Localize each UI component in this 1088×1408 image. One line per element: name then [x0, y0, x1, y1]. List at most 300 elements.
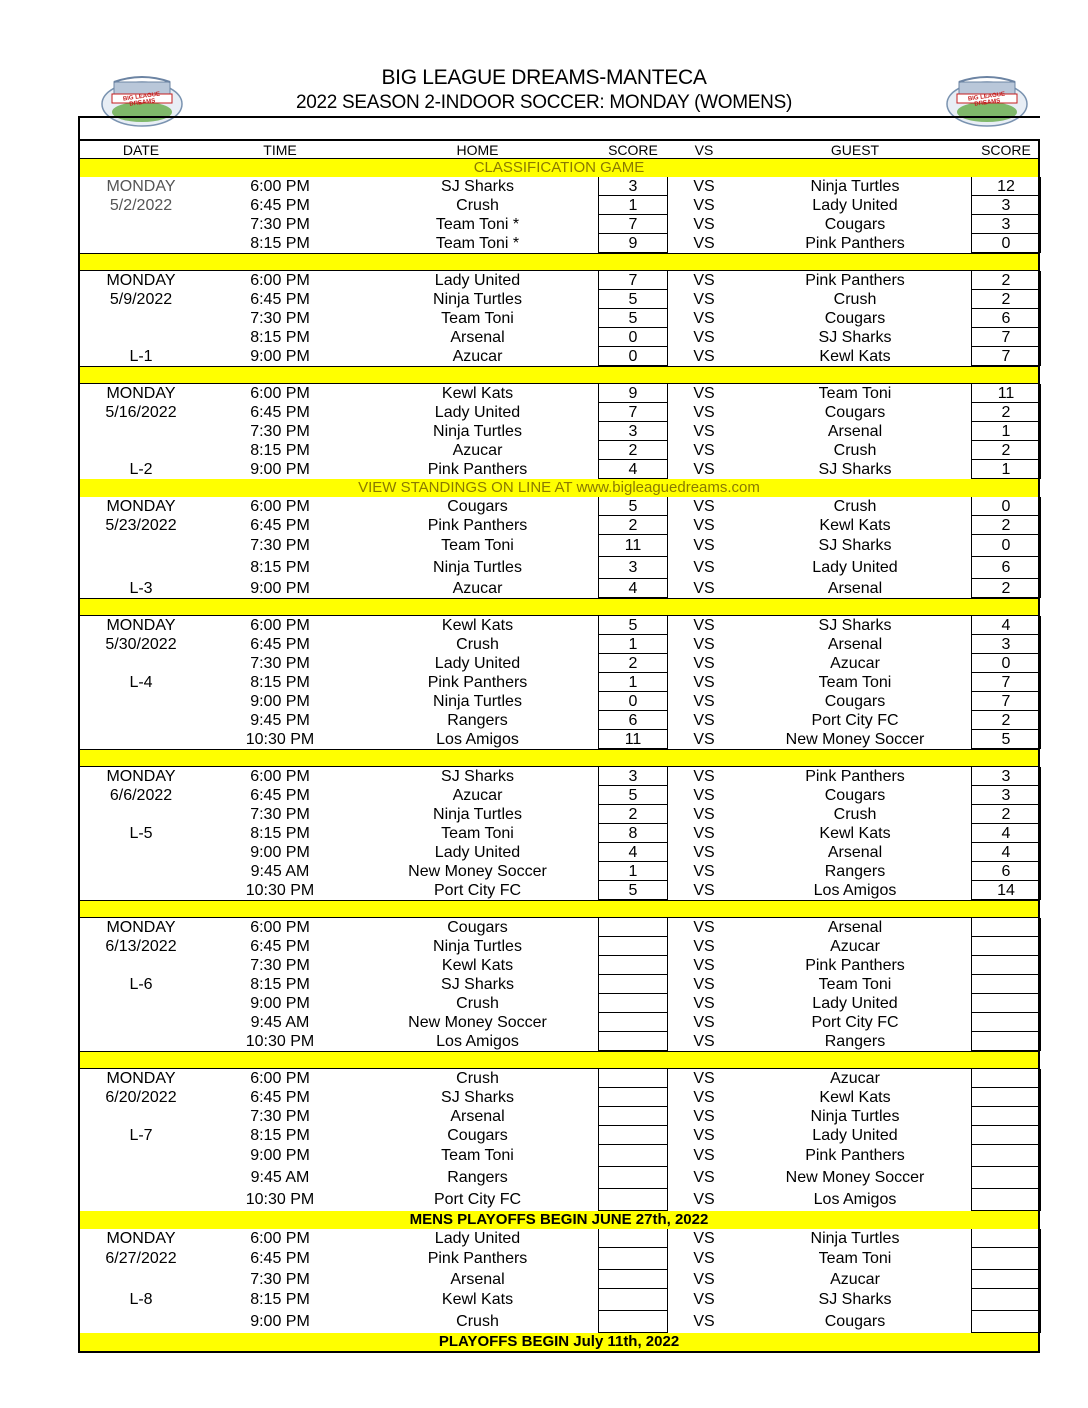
vs-cell: VS	[693, 617, 715, 634]
vs-cell: VS	[693, 806, 715, 823]
home-score-cell: 5	[598, 309, 668, 328]
guest-team-cell: Cougars	[824, 1313, 886, 1330]
time-cell: 8:15 PM	[250, 1291, 310, 1308]
home-score-cell: 0	[598, 692, 668, 711]
vs-cell: VS	[693, 995, 715, 1012]
time-cell: 7:30 PM	[250, 1271, 310, 1288]
guest-team-cell: Team Toni	[818, 1250, 892, 1267]
time-cell: 9:00 PM	[250, 461, 310, 478]
vs-cell: VS	[693, 517, 715, 534]
time-cell: 8:15 PM	[250, 1127, 310, 1144]
guest-team-cell: Azucar	[830, 938, 880, 955]
guest-score-cell: 1	[971, 460, 1041, 479]
home-team-cell: Ninja Turtles	[433, 423, 522, 440]
vs-cell: VS	[693, 938, 715, 955]
vs-cell: VS	[693, 461, 715, 478]
home-team-cell: Ninja Turtles	[433, 806, 522, 823]
home-score-cell: 5	[598, 616, 668, 635]
vs-cell: VS	[693, 1271, 715, 1288]
table-row	[80, 535, 1038, 557]
vs-cell: VS	[693, 537, 715, 554]
time-cell: 9:00 PM	[250, 580, 310, 597]
divider	[78, 116, 1040, 118]
separator-band	[80, 598, 1038, 616]
vs-cell: VS	[693, 272, 715, 289]
guest-score-cell: 2	[971, 516, 1041, 535]
time-cell: 9:00 PM	[250, 348, 310, 365]
guest-score-cell: 0	[971, 654, 1041, 673]
table-row	[80, 403, 1038, 422]
guest-score-cell	[971, 1013, 1041, 1032]
vs-cell: VS	[693, 348, 715, 365]
guest-score-cell: 2	[971, 271, 1041, 290]
vs-cell: VS	[693, 178, 715, 195]
home-team-cell: Crush	[456, 1313, 499, 1330]
time-cell: 6:45 PM	[250, 404, 310, 421]
home-team-cell: Ninja Turtles	[433, 559, 522, 576]
table-row	[80, 767, 1038, 786]
time-cell: 8:15 PM	[250, 559, 310, 576]
guest-team-cell: Port City FC	[811, 712, 899, 729]
home-team-cell: Lady United	[434, 272, 521, 289]
guest-team-cell: SJ Sharks	[818, 537, 892, 554]
guest-team-cell: Azucar	[830, 655, 880, 672]
home-score-cell: 5	[598, 497, 668, 516]
time-cell: 6:45 PM	[250, 938, 310, 955]
home-team-cell: Pink Panthers	[427, 461, 528, 478]
guest-team-cell: Cougars	[824, 787, 886, 804]
home-score-cell: 9	[598, 234, 668, 253]
home-score-cell: 3	[598, 422, 668, 441]
home-score-cell: 7	[598, 403, 668, 422]
date-cell: L-3	[129, 580, 153, 597]
time-cell: 9:45 AM	[250, 1014, 310, 1031]
guest-score-cell: 2	[971, 290, 1041, 309]
col-guest-score: SCORE	[981, 142, 1031, 158]
guest-team-cell: Kewl Kats	[819, 1089, 891, 1106]
home-team-cell: New Money Soccer	[408, 1014, 547, 1031]
vs-cell: VS	[693, 863, 715, 880]
table-row	[80, 328, 1038, 347]
vs-cell: VS	[693, 1291, 715, 1308]
table-row	[80, 441, 1038, 460]
table-row	[80, 881, 1038, 900]
guest-team-cell: Crush	[833, 442, 877, 459]
vs-cell: VS	[693, 787, 715, 804]
vs-cell: VS	[693, 674, 715, 691]
guest-score-cell: 0	[971, 497, 1041, 516]
guest-score-cell: 0	[971, 535, 1041, 557]
time-cell: 9:45 AM	[250, 863, 310, 880]
home-score-cell	[598, 1069, 668, 1088]
guest-team-cell: Kewl Kats	[819, 825, 891, 842]
home-team-cell: Azucar	[452, 787, 503, 804]
schedule-table	[78, 139, 1040, 1353]
time-cell: 9:00 PM	[250, 1147, 310, 1164]
guest-score-cell	[971, 1032, 1041, 1051]
home-team-cell: Team Toni *	[435, 216, 520, 233]
vs-cell: VS	[693, 1191, 715, 1208]
vs-cell: VS	[693, 1313, 715, 1330]
table-row	[80, 956, 1038, 975]
guest-score-cell	[971, 1189, 1041, 1211]
guest-team-cell: Lady United	[812, 197, 898, 214]
guest-team-cell: Lady United	[812, 559, 898, 576]
guest-score-cell: 2	[971, 441, 1041, 460]
time-cell: 10:30 PM	[245, 1033, 315, 1050]
guest-team-cell: Ninja Turtles	[810, 1230, 900, 1247]
table-row	[80, 843, 1038, 862]
home-score-cell: 3	[598, 767, 668, 786]
guest-team-cell: Pink Panthers	[805, 768, 905, 785]
guest-team-cell: Crush	[833, 806, 877, 823]
time-cell: 6:00 PM	[250, 919, 310, 936]
date-cell: L-5	[129, 825, 153, 842]
home-score-cell: 3	[598, 177, 668, 196]
table-row	[80, 616, 1038, 635]
table-row	[80, 1229, 1038, 1248]
guest-score-cell: 6	[971, 309, 1041, 328]
home-team-cell: Los Amigos	[436, 731, 519, 748]
home-score-cell: 1	[598, 635, 668, 654]
home-team-cell: SJ Sharks	[441, 1089, 514, 1106]
vs-cell: VS	[693, 882, 715, 899]
table-row	[80, 918, 1038, 937]
table-row	[80, 557, 1038, 579]
date-cell: 5/23/2022	[105, 517, 177, 534]
vs-cell: VS	[693, 1169, 715, 1186]
guest-score-cell	[971, 1248, 1041, 1270]
date-cell: MONDAY	[106, 272, 176, 289]
col-vs: VS	[694, 142, 714, 158]
guest-team-cell: New Money Soccer	[785, 731, 925, 748]
guest-score-cell	[971, 1107, 1041, 1126]
guest-score-cell	[971, 1289, 1041, 1311]
guest-team-cell: Pink Panthers	[805, 1147, 905, 1164]
table-row	[80, 1013, 1038, 1032]
table-row	[80, 975, 1038, 994]
guest-score-cell	[971, 956, 1041, 975]
guest-team-cell: SJ Sharks	[818, 1291, 892, 1308]
guest-team-cell: Cougars	[824, 310, 886, 327]
guest-score-cell: 11	[971, 384, 1041, 403]
home-team-cell: Lady United	[434, 844, 521, 861]
home-score-cell	[598, 1167, 668, 1189]
home-score-cell	[598, 1248, 668, 1270]
logo-text: BIG LEAGUE DREAMS	[122, 91, 161, 108]
date-cell: L-1	[129, 348, 153, 365]
table-row	[80, 994, 1038, 1013]
vs-cell: VS	[693, 1250, 715, 1267]
guest-team-cell: Arsenal	[827, 919, 883, 936]
vs-cell: VS	[693, 919, 715, 936]
date-cell: L-2	[129, 461, 153, 478]
col-guest: GUEST	[830, 142, 880, 158]
home-team-cell: Team Toni	[441, 1147, 514, 1164]
time-cell: 6:45 PM	[250, 291, 310, 308]
table-row	[80, 1107, 1038, 1126]
home-score-cell: 0	[598, 347, 668, 366]
guest-team-cell: Crush	[833, 498, 877, 515]
time-cell: 6:00 PM	[250, 617, 310, 634]
vs-cell: VS	[693, 404, 715, 421]
guest-score-cell: 7	[971, 328, 1041, 347]
table-row	[80, 1311, 1038, 1333]
time-cell: 6:00 PM	[250, 272, 310, 289]
home-score-cell	[598, 1013, 668, 1032]
guest-score-cell	[971, 1069, 1041, 1088]
home-team-cell: Team Toni	[441, 310, 514, 327]
guest-score-cell: 2	[971, 711, 1041, 730]
home-team-cell: SJ Sharks	[441, 976, 514, 993]
time-cell: 6:00 PM	[250, 498, 310, 515]
guest-score-cell	[971, 1167, 1041, 1189]
guest-score-cell: 5	[971, 730, 1041, 749]
guest-team-cell: Arsenal	[827, 844, 883, 861]
time-cell: 7:30 PM	[250, 1108, 310, 1125]
date-cell: MONDAY	[106, 385, 176, 402]
table-row	[80, 196, 1038, 215]
home-score-cell	[598, 1189, 668, 1211]
table-row	[80, 271, 1038, 290]
home-team-cell: Crush	[456, 636, 499, 653]
guest-team-cell: Cougars	[824, 216, 886, 233]
table-row	[80, 1069, 1038, 1088]
guest-team-cell: SJ Sharks	[818, 329, 892, 346]
vs-cell: VS	[693, 957, 715, 974]
guest-score-cell	[971, 975, 1041, 994]
date-cell: L-8	[129, 1291, 153, 1308]
guest-team-cell: Lady United	[812, 995, 898, 1012]
time-cell: 6:45 PM	[250, 787, 310, 804]
guest-score-cell: 3	[971, 767, 1041, 786]
time-cell: 6:00 PM	[250, 768, 310, 785]
home-team-cell: Arsenal	[450, 329, 505, 346]
home-team-cell: Crush	[456, 1070, 499, 1087]
vs-cell: VS	[693, 235, 715, 252]
home-score-cell	[598, 975, 668, 994]
guest-score-cell: 7	[971, 347, 1041, 366]
table-row	[80, 1088, 1038, 1107]
time-cell: 10:30 PM	[245, 882, 315, 899]
vs-cell: VS	[693, 310, 715, 327]
home-score-cell: 0	[598, 328, 668, 347]
guest-score-cell: 7	[971, 692, 1041, 711]
guest-score-cell	[971, 1270, 1041, 1289]
guest-team-cell: SJ Sharks	[818, 617, 892, 634]
home-score-cell	[598, 1229, 668, 1248]
guest-score-cell: 12	[971, 177, 1041, 196]
vs-cell: VS	[693, 825, 715, 842]
date-cell: 6/27/2022	[105, 1250, 177, 1267]
guest-score-cell: 6	[971, 862, 1041, 881]
section-band: MENS PLAYOFFS BEGIN JUNE 27th, 2022	[80, 1211, 1038, 1229]
home-team-cell: Rangers	[447, 1169, 508, 1186]
home-score-cell	[598, 956, 668, 975]
date-cell: MONDAY	[106, 1230, 176, 1247]
vs-cell: VS	[693, 693, 715, 710]
time-cell: 7:30 PM	[250, 655, 310, 672]
guest-score-cell: 2	[971, 579, 1041, 598]
table-row	[80, 862, 1038, 881]
table-row	[80, 1032, 1038, 1051]
separator-band	[80, 366, 1038, 384]
time-cell: 6:45 PM	[250, 1089, 310, 1106]
guest-team-cell: Kewl Kats	[819, 517, 891, 534]
home-team-cell: Team Toni *	[435, 235, 520, 252]
time-cell: 8:15 PM	[250, 674, 310, 691]
date-cell: 6/13/2022	[105, 938, 177, 955]
table-row	[80, 422, 1038, 441]
home-score-cell	[598, 1107, 668, 1126]
home-score-cell: 4	[598, 843, 668, 862]
time-cell: 8:15 PM	[250, 442, 310, 459]
home-team-cell: Azucar	[452, 442, 503, 459]
separator-band	[80, 749, 1038, 767]
vs-cell: VS	[693, 1230, 715, 1247]
vs-cell: VS	[693, 712, 715, 729]
table-row	[80, 1248, 1038, 1270]
time-cell: 9:00 PM	[250, 693, 310, 710]
vs-cell: VS	[693, 1014, 715, 1031]
time-cell: 9:00 PM	[250, 1313, 310, 1330]
home-score-cell: 8	[598, 824, 668, 843]
home-score-cell: 2	[598, 805, 668, 824]
home-team-cell: Kewl Kats	[441, 957, 514, 974]
home-team-cell: Kewl Kats	[441, 385, 514, 402]
home-team-cell: SJ Sharks	[441, 768, 514, 785]
guest-score-cell: 0	[971, 234, 1041, 253]
home-team-cell: Cougars	[447, 919, 508, 936]
guest-team-cell: Azucar	[830, 1070, 880, 1087]
guest-team-cell: New Money Soccer	[785, 1169, 925, 1186]
vs-cell: VS	[693, 1070, 715, 1087]
page-title: BIG LEAGUE DREAMS-MANTECA	[381, 66, 707, 89]
home-team-cell: Kewl Kats	[441, 1291, 514, 1308]
table-row	[80, 215, 1038, 234]
guest-team-cell: Ninja Turtles	[810, 178, 900, 195]
home-score-cell: 7	[598, 215, 668, 234]
home-team-cell: Crush	[456, 995, 499, 1012]
table-row	[80, 460, 1038, 479]
time-cell: 6:45 PM	[250, 1250, 310, 1267]
vs-cell: VS	[693, 423, 715, 440]
guest-score-cell: 2	[971, 805, 1041, 824]
time-cell: 6:45 PM	[250, 636, 310, 653]
guest-team-cell: Port City FC	[811, 1014, 899, 1031]
date-cell: L-6	[129, 976, 153, 993]
section-band: VIEW STANDINGS ON LINE AT www.bigleaguedreams.com	[80, 479, 1038, 497]
vs-cell: VS	[693, 580, 715, 597]
page-subtitle: 2022 SEASON 2-INDOOR SOCCER: MONDAY (WOMENS)	[295, 92, 792, 113]
home-team-cell: Cougars	[447, 498, 508, 515]
vs-cell: VS	[693, 216, 715, 233]
home-score-cell: 5	[598, 881, 668, 900]
guest-team-cell: Ninja Turtles	[810, 1108, 900, 1125]
time-cell: 10:30 PM	[245, 1191, 315, 1208]
col-home-score: SCORE	[608, 142, 658, 158]
table-row	[80, 497, 1038, 516]
home-team-cell: Lady United	[434, 655, 521, 672]
home-team-cell: Ninja Turtles	[433, 938, 522, 955]
date-cell: MONDAY	[106, 919, 176, 936]
home-team-cell: Pink Panthers	[427, 674, 528, 691]
guest-team-cell: Pink Panthers	[805, 272, 905, 289]
table-row	[80, 654, 1038, 673]
vs-cell: VS	[693, 385, 715, 402]
time-cell: 7:30 PM	[250, 537, 310, 554]
guest-score-cell: 3	[971, 635, 1041, 654]
guest-team-cell: Los Amigos	[813, 1191, 897, 1208]
table-body	[80, 159, 1038, 1333]
table-row	[80, 234, 1038, 253]
footer-band: PLAYOFFS BEGIN July 11th, 2022	[80, 1333, 1038, 1351]
date-cell: 6/20/2022	[105, 1089, 177, 1106]
vs-cell: VS	[693, 559, 715, 576]
time-cell: 7:30 PM	[250, 957, 310, 974]
date-cell: 6/6/2022	[109, 787, 173, 804]
table-row	[80, 1189, 1038, 1211]
home-score-cell: 11	[598, 535, 668, 557]
vs-cell: VS	[693, 1127, 715, 1144]
home-team-cell: Azucar	[452, 580, 503, 597]
home-score-cell: 6	[598, 711, 668, 730]
guest-score-cell	[971, 1126, 1041, 1145]
time-cell: 9:45 PM	[250, 712, 310, 729]
date-cell: 5/16/2022	[105, 404, 177, 421]
home-team-cell: New Money Soccer	[408, 863, 547, 880]
table-row	[80, 384, 1038, 403]
home-team-cell: Kewl Kats	[441, 617, 514, 634]
table-row	[80, 824, 1038, 843]
guest-team-cell: Lady United	[812, 1127, 898, 1144]
guest-team-cell: Pink Panthers	[805, 957, 905, 974]
time-cell: 6:00 PM	[250, 385, 310, 402]
table-row	[80, 1126, 1038, 1145]
guest-score-cell: 4	[971, 824, 1041, 843]
table-row	[80, 177, 1038, 196]
guest-score-cell: 4	[971, 616, 1041, 635]
home-score-cell: 2	[598, 654, 668, 673]
date-cell: MONDAY	[106, 498, 176, 515]
home-score-cell	[598, 1126, 668, 1145]
guest-score-cell	[971, 994, 1041, 1013]
guest-team-cell: Rangers	[824, 863, 886, 880]
vs-cell: VS	[693, 1033, 715, 1050]
vs-cell: VS	[693, 844, 715, 861]
home-score-cell	[598, 918, 668, 937]
home-team-cell: SJ Sharks	[441, 178, 514, 195]
home-team-cell: Arsenal	[450, 1271, 505, 1288]
guest-team-cell: Rangers	[824, 1033, 886, 1050]
time-cell: 8:15 PM	[250, 235, 310, 252]
date-cell: MONDAY	[106, 178, 176, 195]
divider	[78, 116, 80, 140]
table-row	[80, 1167, 1038, 1189]
table-row	[80, 711, 1038, 730]
date-cell: L-4	[129, 674, 153, 691]
vs-cell: VS	[693, 636, 715, 653]
section-band: CLASSIFICATION GAME	[80, 159, 1038, 177]
date-cell: MONDAY	[106, 617, 176, 634]
guest-team-cell: Azucar	[830, 1271, 880, 1288]
guest-team-cell: Kewl Kats	[819, 348, 891, 365]
vs-cell: VS	[693, 197, 715, 214]
home-team-cell: Crush	[456, 197, 499, 214]
guest-score-cell: 6	[971, 557, 1041, 579]
guest-team-cell: Arsenal	[827, 636, 883, 653]
time-cell: 6:00 PM	[250, 178, 310, 195]
